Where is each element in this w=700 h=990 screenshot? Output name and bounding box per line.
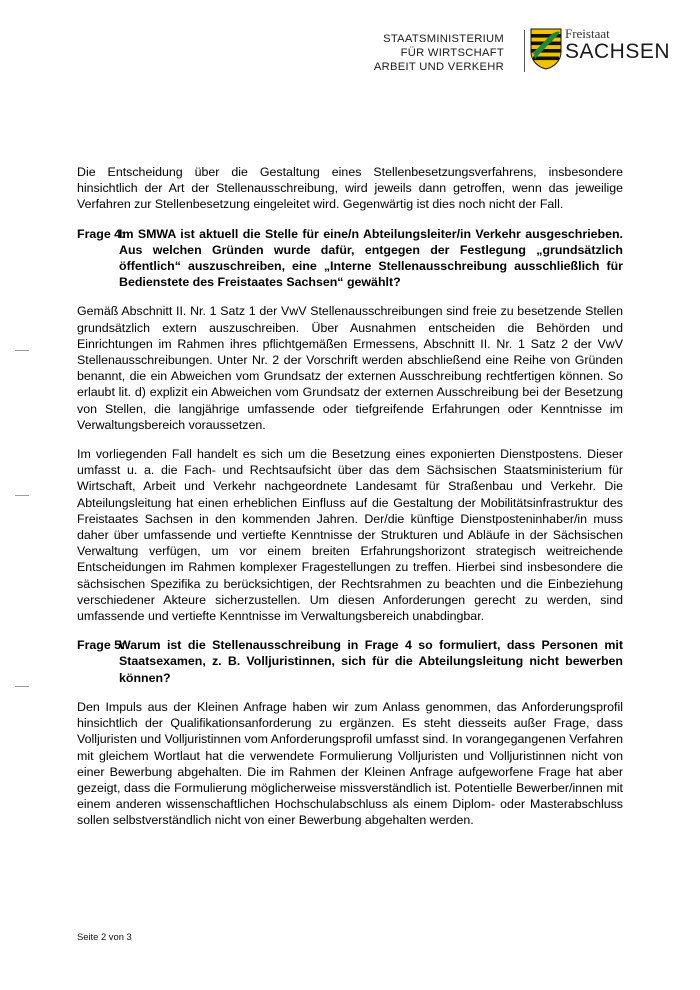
question-5 bbox=[77, 637, 623, 686]
ministry-line-2: FÜR WIRTSCHAFT bbox=[400, 47, 504, 59]
page-number: Seite 2 von 3 bbox=[77, 931, 132, 942]
fold-mark bbox=[15, 350, 29, 351]
punch-mark bbox=[15, 495, 29, 496]
answer-5-paragraph: Den Impuls aus der Kleinen Anfrage haben wir zum Anlass genommen, das Anforderungsprofil hinsichtlich der Qualifikationsanforderung zu ergänzen. Es steht diesseits außer Frage, dass Volljuristen und Volljuristinnen vom Anforderungsprofil umfasst sind. In vorangegangenen Verfahren mit gleichem Wortlaut hat die verwendete Formulierung Volljuristen und Volljuristinnen nicht von einer Bewerbung abgehalten. Die im Rahmen der Kleinen Anfrage aufgeworfene Frage hat aber gezeigt, dass die Formulierung möglicherweise missverständlich ist. Potentielle Bewerber/innen mit einem anderen wissenschaftlichen Hochschulabschluss als einem Diplom- oder Masterabschluss sollen selbstverständlich nicht von einer Bewerbung abgehalten werden. bbox=[77, 699, 623, 828]
answer-paragraph-3: Die Entscheidung über die Gestaltung eines Stellenbesetzungsverfahrens, insbesondere hinsichtlich der Art der Stellenausschreibung, wird jeweils dann getroffen, wenn das jeweilige Verfahren zur Stellenbesetzung eingeleitet wird. Gegenwärtig ist dies noch nicht der Fall. bbox=[77, 165, 623, 212]
fold-mark bbox=[15, 686, 29, 687]
question-5-label: Frage 5: bbox=[77, 638, 126, 653]
letterhead bbox=[370, 26, 670, 76]
brand-wordmark bbox=[565, 26, 670, 63]
header-divider bbox=[524, 30, 525, 72]
answer-4-paragraph-1: Gemäß Abschnitt II. Nr. 1 Satz 1 der VwV Stellenausschreibungen sind freie zu besetzende Stellen grundsätzlich extern auszuschreiben. Über Ausnahmen entscheiden die Behörden und Einrichtungen im Rahmen ihres pflichtgemäßen Ermessens, Abschnitt II. Nr. 1 Satz 2 der VwV Stellenausschreibungen. Unter Nr. 2 der Vorschrift werden abschließend eine Reihe von Gründen benannt, die ein Abweichen vom Grundsatz der externen Ausschreibung rechtfertigen können. So erlaubt lit. d) explizit ein Abweichen vom Grundsatz der externen Ausschreibung bei der Besetzung von Stellen, die langjährige umfassende oder tiefgreifende Erfahrungen oder Kenntnisse im Verwaltungsbereich voraussetzen. bbox=[77, 304, 623, 432]
question-5-text: Warum ist die Stellenausschreibung in Frage 4 so formuliert, dass Personen mit Staatsexamen, z. B. Volljuristinnen, sich für die Abteilungsleitung nicht bewerben können? bbox=[119, 638, 623, 685]
question-4 bbox=[77, 226, 623, 291]
ministry-line-1: STAATSMINISTERIUM bbox=[383, 33, 504, 45]
question-4-label: Frage 4: bbox=[77, 226, 126, 241]
document-body bbox=[77, 164, 623, 842]
ministry-line-3: ARBEIT UND VERKEHR bbox=[373, 61, 504, 73]
ministry-name bbox=[374, 32, 504, 74]
answer-4-paragraph-2: Im vorliegenden Fall handelt es sich um die Besetzung eines exponierten Dienstpostens. Dieser umfasst u. a. die Fach- und Rechtsaufsicht über das dem Sächsischen Staatsministerium für Wirtschaft, Arbeit und Verkehr nachgeordnete Landesamt für Straßenbau und Verkehr. Die Abteilungsleitung hat einen erheblichen Einfluss auf die Gestaltung der Mobilitätsinfrastruktur des Freistaates Sachsen in den kommenden Jahren. Der/die künftige Dienstposteninhaber/in muss daher über umfassende und vertiefte Kenntnisse der Strukturen und Abläufe in der Sächsischen Verwaltung verfügen, um vor einem breiten Erfahrungshorizont strategisch weitreichende Entscheidungen im Rahmen komplexer Fragestellungen zu treffen. Hierbei sind insbesondere die sächsischen Spezifika zu berücksichtigen, der Rechtsrahmen zu beachten und die Einbeziehung verschiedener Akteure sicherzustellen. Um diesen Anforderungen gerecht zu werden, sind umfassende und vertiefte Kenntnisse im Verwaltungsbereich unabdingbar. bbox=[77, 447, 623, 624]
brand-sachsen: SACHSEN bbox=[564, 40, 670, 63]
brand-freistaat: Freistaat bbox=[564, 26, 610, 41]
question-4-text: Im SMWA ist aktuell die Stelle für eine/n Abteilungsleiter/in Verkehr ausgeschrieben. Aus welchen Gründen wurde dafür, entgegen der Festlegung „grundsätzlich öffentlich“ auszuschreiben, eine „Interne Stellenausschreibung ausschließlich für Bedienstete des Freistaates Sachsen“ gewählt? bbox=[119, 226, 623, 290]
saxony-coat-of-arms-icon bbox=[530, 28, 562, 70]
